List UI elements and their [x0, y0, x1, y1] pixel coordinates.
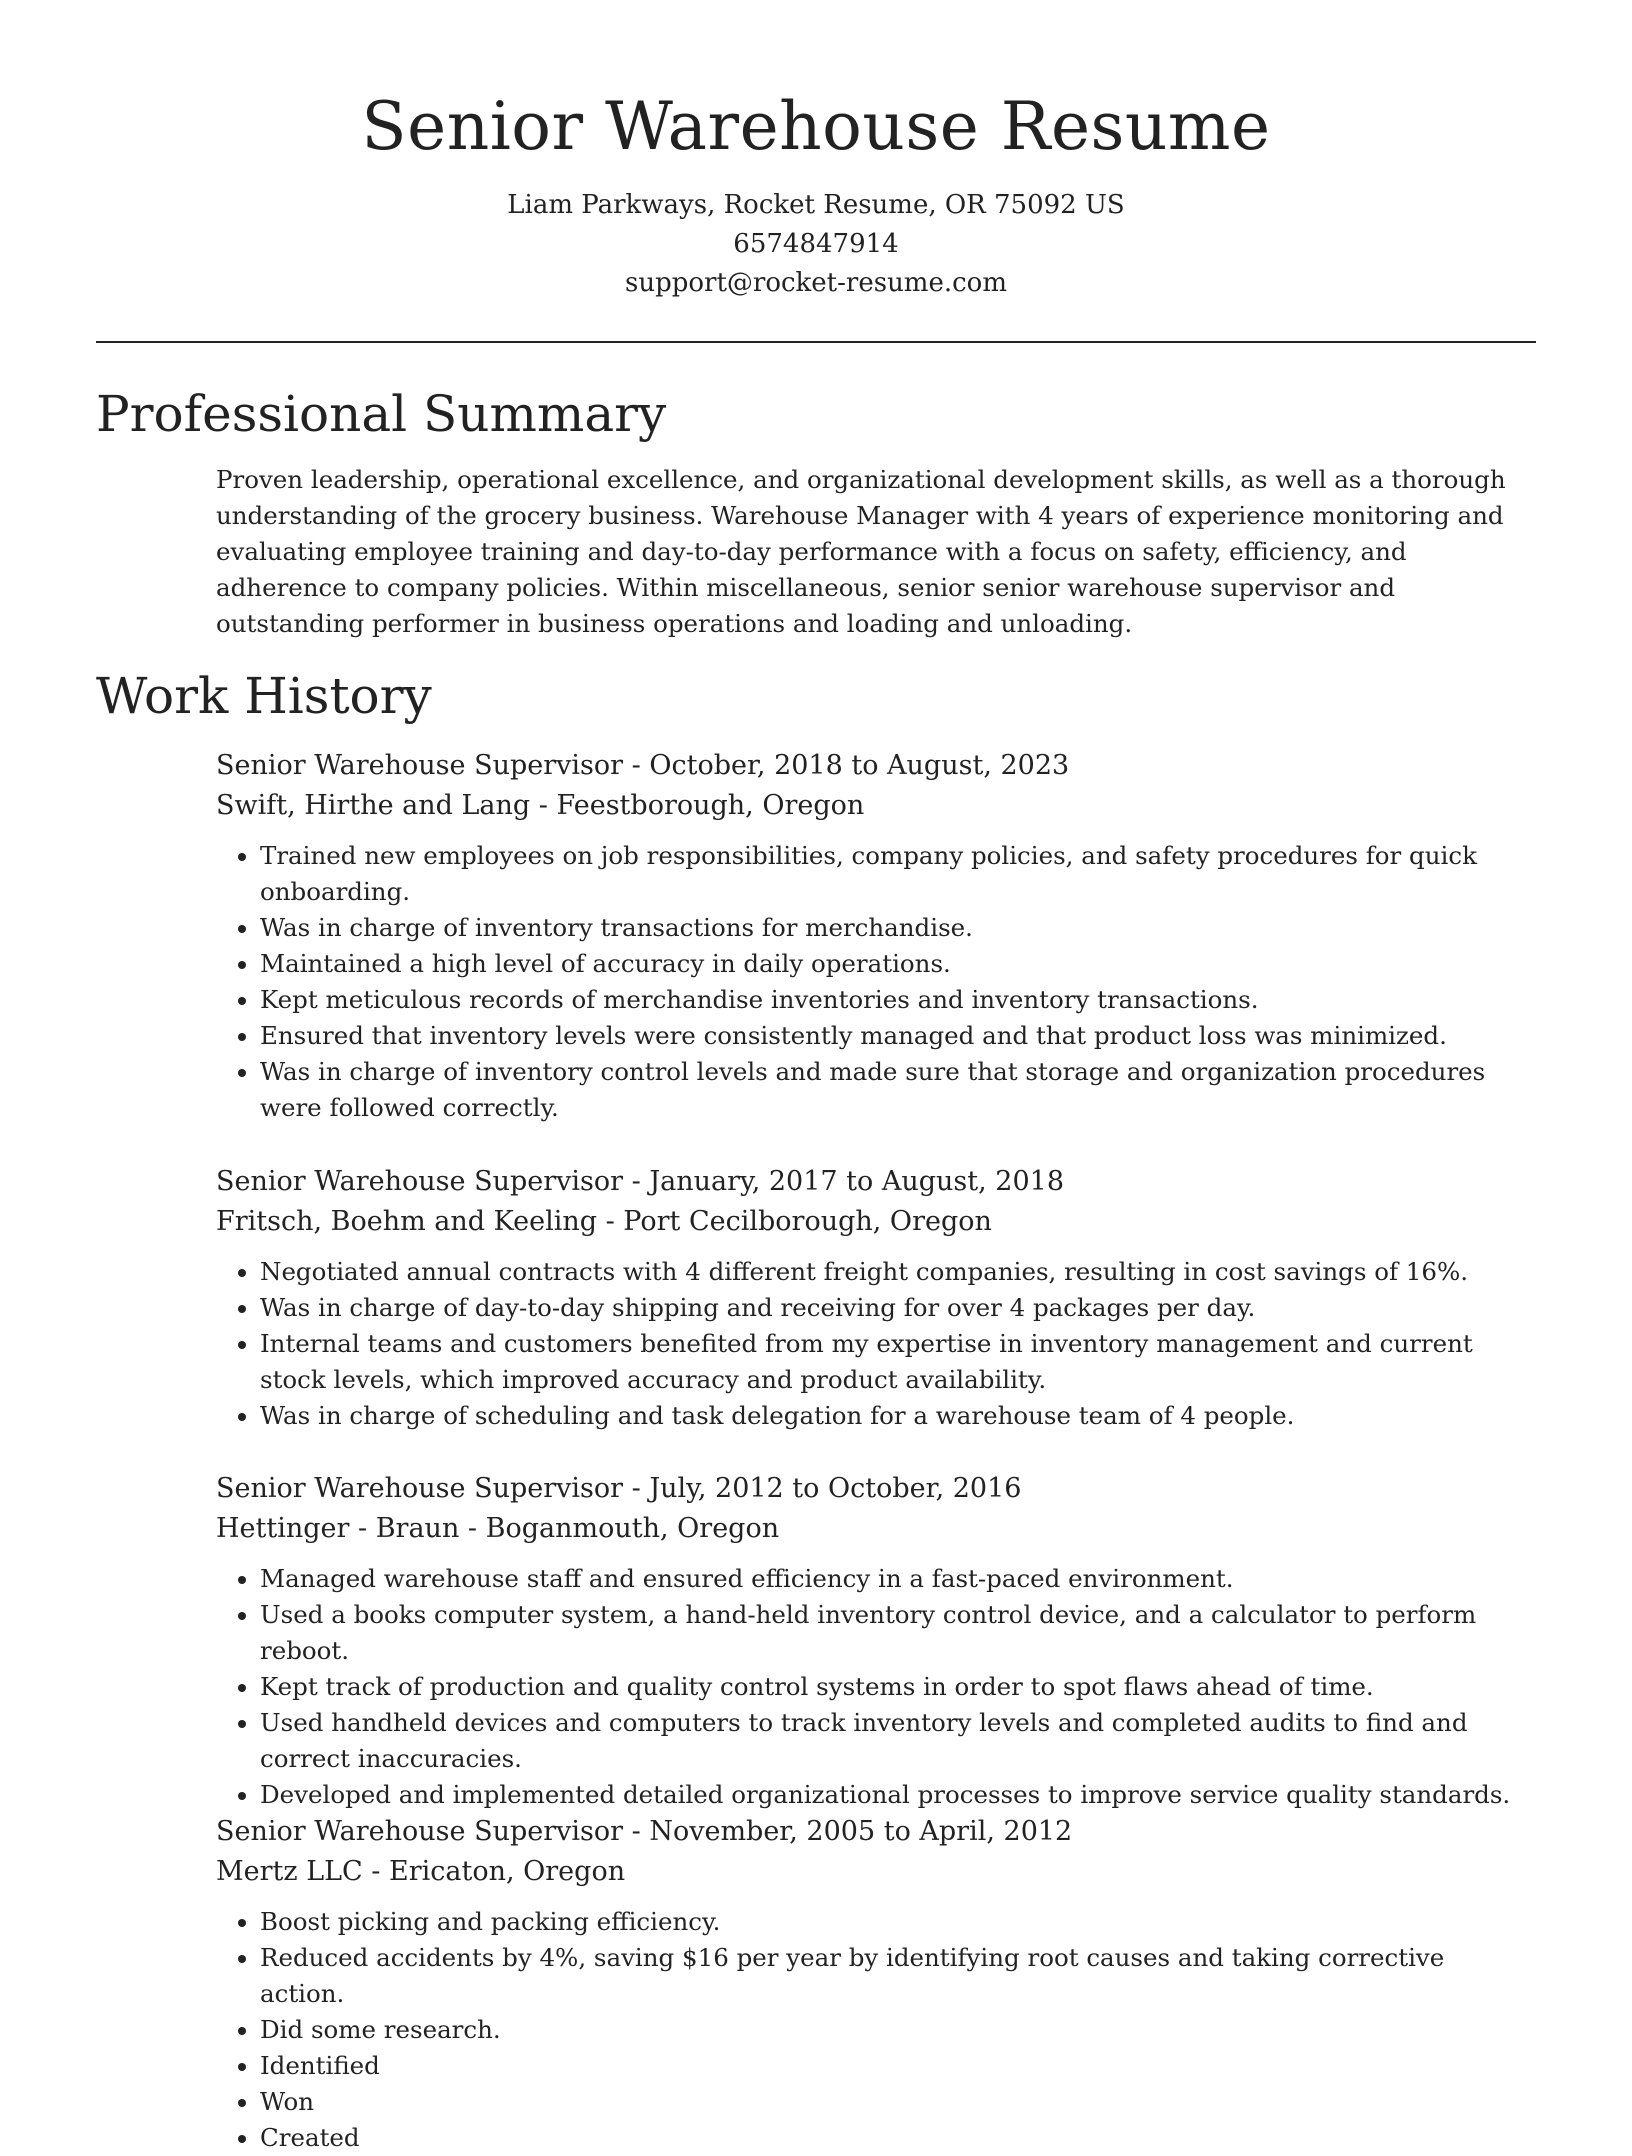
job-bullet: • Created — [260, 2120, 1536, 2156]
contact-phone: 6574847914 — [733, 229, 899, 259]
job-bullet: • Developed and implemented detailed organizational processes to improve service quality standards. — [260, 1777, 1536, 1813]
job-company-line — [216, 786, 1536, 826]
job-bullet: • Used handheld devices and computers to track inventory levels and completed audits to find and correct inaccuracies. — [260, 1705, 1536, 1777]
job-dates: - July, 2012 to October, 2016 — [623, 1473, 1022, 1504]
contact-address: Liam Parkways, Rocket Resume, OR 75092 US — [507, 190, 1125, 220]
job-bullet: • Used a books computer system, a hand-held inventory control device, and a calculator to perform reboot. — [260, 1597, 1536, 1669]
job-bullet: • Was in charge of inventory control levels and made sure that storage and organization procedures were followed correctly. — [260, 1054, 1536, 1126]
job-bullet: • Internal teams and customers benefited from my expertise in inventory management and current stock levels, which improved accuracy and product availability. — [260, 1326, 1536, 1398]
job-bullet: • Was in charge of inventory transactions for merchandise. — [260, 910, 1536, 946]
job-bullet: • Negotiated annual contracts with 4 different freight companies, resulting in cost savings of 16%. — [260, 1254, 1536, 1290]
job-role: Senior Warehouse Supervisor — [216, 1816, 624, 1847]
job-bullet: • Boost picking and packing efficiency. — [260, 1904, 1536, 1940]
job-bullet: • Maintained a high level of accuracy in daily operations. — [260, 946, 1536, 982]
job-bullet: • Did some research. — [260, 2012, 1536, 2048]
contact-email: support@rocket-resume.com — [624, 268, 1007, 298]
job-role: Senior Warehouse Supervisor — [216, 1166, 624, 1197]
job-entry — [216, 1469, 1536, 1813]
job-bullet: • Managed warehouse staff and ensured efficiency in a fast-paced environment. — [260, 1561, 1536, 1597]
job-company-line — [216, 1509, 1536, 1549]
job-bullets — [216, 838, 1536, 1126]
job-bullet: • Identified — [260, 2048, 1536, 2084]
job-dates: - November, 2005 to April, 2012 — [623, 1816, 1073, 1847]
summary-text: Proven leadership, operational excellence, and organizational development skills, as well as a thorough understanding of the grocery business. Warehouse Manager with 4 years of experience monitoring and evaluating employee training and day-to-day performance with a focus on safety, efficiency, and adherence to company policies. Within miscellaneous, senior senior warehouse supervisor and outstanding performer in business operations and loading and unloading. — [216, 465, 1506, 638]
job-title-line — [216, 1812, 1536, 1852]
job-dates: - October, 2018 to August, 2023 — [623, 750, 1070, 781]
job-bullet: • Won — [260, 2084, 1536, 2120]
job-entry — [216, 1812, 1536, 2156]
job-bullet: • Ensured that inventory levels were consistently managed and that product loss was minimized. — [260, 1018, 1536, 1054]
job-entry — [216, 1162, 1536, 1434]
job-title-line — [216, 1162, 1536, 1202]
job-dates: - January, 2017 to August, 2018 — [623, 1166, 1064, 1197]
job-bullets — [216, 1254, 1536, 1434]
job-bullet: • Was in charge of day-to-day shipping and receiving for over 4 packages per day. — [260, 1290, 1536, 1326]
job-title-line — [216, 1469, 1536, 1509]
work-history-heading: Work History — [96, 667, 432, 725]
job-bullets — [216, 1904, 1536, 2156]
job-company: Hettinger - Braun — [216, 1513, 460, 1544]
job-location: - Boganmouth, Oregon — [459, 1513, 780, 1544]
resume-title: Senior Warehouse Resume — [361, 88, 1271, 165]
job-role: Senior Warehouse Supervisor — [216, 1473, 624, 1504]
contact-info — [0, 186, 1632, 303]
resume-header — [0, 0, 1632, 303]
job-location: - Port Cecilborough, Oregon — [597, 1206, 992, 1237]
job-bullets — [216, 1561, 1536, 1813]
job-bullet: • Kept track of production and quality control systems in order to spot flaws ahead of time. — [260, 1669, 1536, 1705]
job-bullet: • Reduced accidents by 4%, saving $16 per year by identifying root causes and taking corrective action. — [260, 1940, 1536, 2012]
job-bullet: • Trained new employees on job responsibilities, company policies, and safety procedures for quick onboarding. — [260, 838, 1536, 910]
job-company: Fritsch, Boehm and Keeling — [216, 1206, 598, 1237]
job-entry — [216, 746, 1536, 1126]
job-location: - Feestborough, Oregon — [530, 790, 865, 821]
job-title-line — [216, 746, 1536, 786]
job-company-line — [216, 1202, 1536, 1242]
job-bullet: • Kept meticulous records of merchandise inventories and inventory transactions. — [260, 982, 1536, 1018]
job-company-line — [216, 1852, 1536, 1892]
summary-heading: Professional Summary — [96, 385, 667, 443]
job-company: Mertz LLC — [216, 1856, 363, 1887]
header-divider — [96, 341, 1536, 343]
job-bullet: • Was in charge of scheduling and task delegation for a warehouse team of 4 people. — [260, 1398, 1536, 1434]
job-location: - Ericaton, Oregon — [362, 1856, 626, 1887]
job-role: Senior Warehouse Supervisor — [216, 750, 624, 781]
job-company: Swift, Hirthe and Lang — [216, 790, 531, 821]
